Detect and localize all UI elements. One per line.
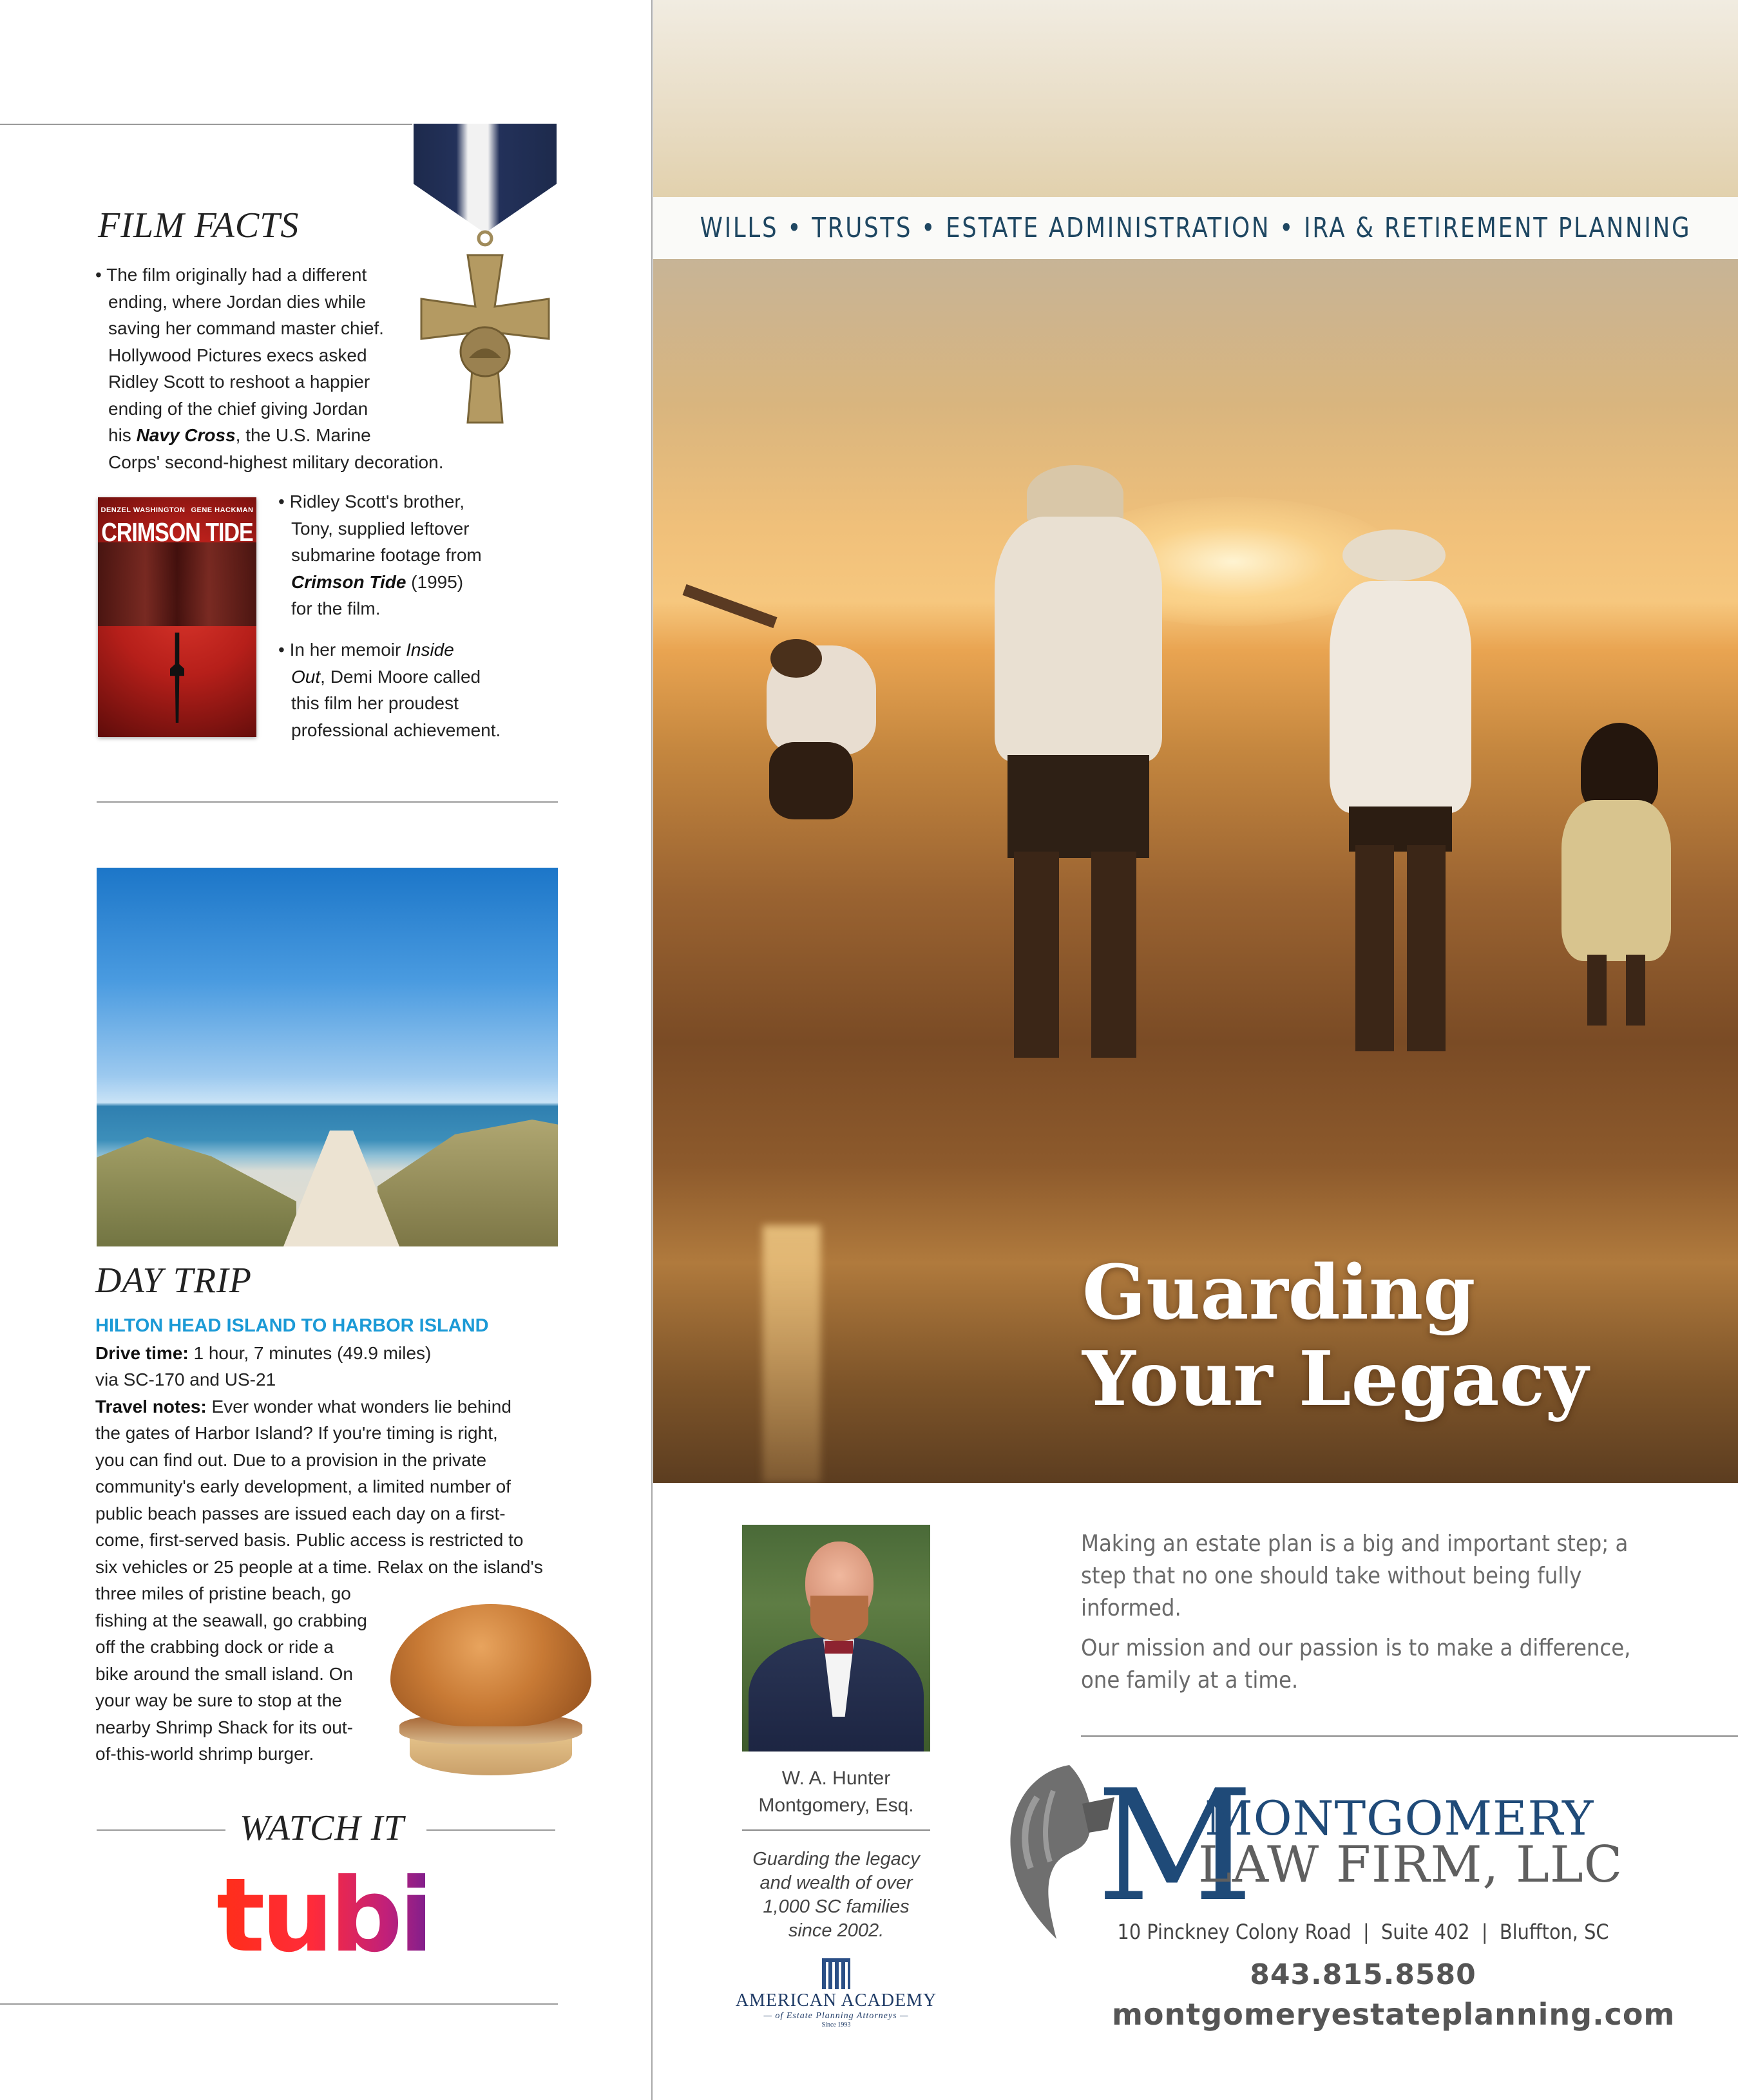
shrimp-burger-image — [390, 1604, 591, 1778]
travel-notes-text: nearby Shrimp Shack for its out- — [95, 1717, 353, 1737]
slogan-line: and wealth of over — [759, 1873, 913, 1893]
fact-text: saving her command master chief. — [108, 318, 384, 338]
fact-text: Ridley Scott's brother, — [289, 492, 465, 511]
crimson-tide-term: Crimson Tide — [291, 571, 406, 592]
fact-text: for the film. — [291, 598, 381, 618]
travel-notes-text: public beach passes are issued each day on a first- — [95, 1503, 506, 1523]
memoir-title: Out — [291, 666, 321, 687]
drive-time-label: Drive time: — [95, 1342, 189, 1363]
travel-notes-text: you can find out. Due to a provision in the private — [95, 1449, 487, 1470]
bottom-rule — [0, 2003, 558, 2005]
mission-paragraph-2: Our mission and our passion is to make a difference, one family at a time. — [1081, 1635, 1631, 1694]
academy-subtitle: — of Estate Planning Attorneys — — [763, 2011, 909, 2021]
film-fact-1 — [95, 262, 482, 475]
memoir-title: Inside — [406, 640, 454, 660]
drive-time-value: 1 hour, 7 minutes (49.9 miles) — [188, 1342, 432, 1363]
top-rule — [0, 124, 412, 125]
firm-monogram: M — [1096, 1757, 1254, 1936]
academy-name: AMERICAN ACADEMY — [735, 1990, 937, 2010]
attorney-photo — [742, 1525, 930, 1752]
travel-notes-text: your way be sure to stop at the — [95, 1690, 342, 1710]
day-trip-route: HILTON HEAD ISLAND TO HARBOR ISLAND — [95, 1315, 489, 1336]
travel-notes-text: the gates of Harbor Island? If you're timing is right, — [95, 1423, 498, 1443]
headline-line-1: Guarding — [1082, 1249, 1476, 1337]
firm-phone[interactable]: 843.815.8580 — [1250, 1958, 1476, 1991]
fact-text: ending of the chief giving Jordan — [108, 398, 368, 419]
travel-notes-label: Travel notes: — [95, 1396, 207, 1417]
attorney-name — [742, 1765, 930, 1819]
fact-text: ending, where Jordan dies while — [108, 291, 367, 312]
poster-actor-1: DENZEL WASHINGTON — [100, 506, 186, 514]
travel-notes-text: off the crabbing dock or ride a — [95, 1637, 334, 1657]
travel-notes-text: community's early development, a limited number of — [95, 1476, 511, 1496]
beach-photo — [97, 868, 558, 1246]
poster-actor-2: GENE HACKMAN — [191, 506, 254, 514]
attorney-slogan — [742, 1847, 930, 1943]
firm-name-line-2: LAW FIRM, LLC — [1198, 1836, 1623, 1894]
firm-address: 10 Pinckney Colony Road | Suite 402 | Bluffton, SC — [1117, 1920, 1609, 1944]
fact-text: Corps' second-highest military decoration. — [108, 452, 444, 472]
fact-text: professional achievement. — [291, 720, 501, 740]
column-icon — [822, 1958, 850, 1989]
ad-headline — [1082, 1250, 1589, 1422]
film-fact-3 — [278, 636, 536, 743]
fact-text: his — [108, 425, 137, 445]
slogan-line: 1,000 SC families — [763, 1896, 910, 1917]
travel-notes-text: fishing at the seawall, go crabbing — [95, 1610, 367, 1630]
tubi-logo[interactable]: tubi — [216, 1857, 430, 1975]
attorney-name-line: Montgomery, Esq. — [758, 1795, 914, 1816]
mission-paragraph-1: Making an estate plan is a big and important step; a step that no one should take without being fully informed. — [1081, 1531, 1628, 1621]
services-band-text: WILLS • TRUSTS • ESTATE ADMINISTRATION • IRA & RETIREMENT PLANNING — [700, 212, 1692, 244]
fact-text: Tony, supplied leftover — [291, 518, 470, 539]
fact-text: Ridley Scott to reshoot a happier — [108, 372, 370, 392]
travel-notes-text: three miles of pristine beach, go — [95, 1583, 351, 1603]
logo-rule — [1081, 1735, 1738, 1737]
attorney-divider — [742, 1829, 930, 1831]
headline-line-2: Your Legacy — [1082, 1335, 1589, 1423]
fact-text: (1995) — [406, 571, 464, 592]
fact-text: Hollywood Pictures execs asked — [108, 345, 367, 365]
travel-notes-text: of-this-world shrimp burger. — [95, 1744, 314, 1764]
slogan-line: Guarding the legacy — [752, 1849, 920, 1869]
academy-since: Since 1993 — [821, 2021, 851, 2028]
slogan-line: since 2002. — [788, 1920, 884, 1941]
drive-route: via SC-170 and US-21 — [95, 1370, 276, 1389]
travel-notes-text: six vehicles or 25 people at a time. Relax on the island's — [95, 1556, 543, 1577]
day-trip-heading: DAY TRIP — [95, 1261, 252, 1301]
bullet: • — [278, 492, 285, 511]
travel-notes-text: bike around the small island. On — [95, 1663, 353, 1684]
fact-text: , Demi Moore called — [320, 666, 481, 687]
watch-it-rule-right — [426, 1829, 555, 1831]
firm-name-line-1: MONTGOMERY — [1205, 1791, 1594, 1846]
navy-cross-term: Navy Cross — [136, 425, 236, 445]
watch-it-heading: WATCH IT — [240, 1808, 405, 1848]
fact-text: In her memoir — [289, 640, 406, 660]
attorney-name-line: W. A. Hunter — [781, 1768, 891, 1789]
mission-statement — [1081, 1528, 1661, 1704]
american-academy-logo — [725, 1958, 947, 2028]
section-rule — [97, 801, 558, 803]
watch-it-rule-left — [97, 1829, 225, 1831]
bullet: • — [95, 265, 102, 285]
crimson-tide-poster-image — [98, 497, 256, 737]
firm-website-link[interactable]: montgomeryestateplanning.com — [1112, 1997, 1676, 2032]
ad-sky-strip — [653, 0, 1738, 197]
film-fact-2 — [278, 488, 536, 622]
column-divider — [651, 0, 653, 2100]
poster-title: CRIMSON TIDE — [101, 518, 253, 548]
fact-text: The film originally had a different — [106, 265, 367, 285]
film-facts-heading: FILM FACTS — [98, 205, 300, 245]
travel-notes-text: Ever wonder what wonders lie behind — [206, 1396, 511, 1417]
fact-text: , the U.S. Marine — [235, 425, 371, 445]
bullet: • — [278, 640, 285, 660]
fact-text: this film her proudest — [291, 693, 459, 713]
travel-notes-text: come, first-served basis. Public access is restricted to — [95, 1530, 524, 1550]
fact-text: submarine footage from — [291, 545, 482, 565]
